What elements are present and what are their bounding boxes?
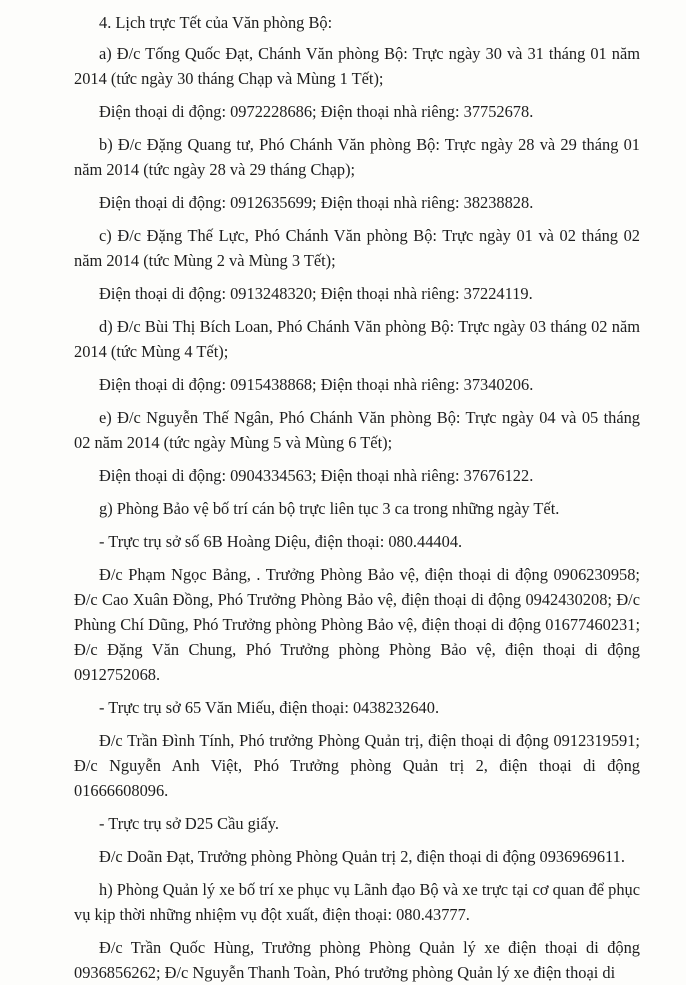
paragraph-b-phone: Điện thoại di động: 0912635699; Điện thoại nhà riêng: 38238828. [99,193,534,212]
paragraph-e-duty: e) Đ/c Nguyễn Thế Ngân, Phó Chánh Văn phòng Bộ: Trực ngày 04 và 05 tháng 02 năm 2014 (tức ngày Mùng 5 và Mùng 6 Tết); [74,408,640,452]
paragraph-cau-giay-contacts: Đ/c Doãn Đạt, Trưởng phòng Phòng Quản trị 2, điện thoại di động 0936969611. [99,847,625,866]
paragraph-van-mieu-contacts: Đ/c Trần Đình Tính, Phó trưởng Phòng Quản trị, điện thoại di động 0912319591; Đ/c Nguyễn Anh Việt, Phó Trưởng phòng Quản trị 2, điện thoại di động 01666608096. [74,731,640,800]
paragraph-h-vehicles: h) Phòng Quản lý xe bố trí xe phục vụ Lãnh đạo Bộ và xe trực tại cơ quan để phục vụ kịp thời những nhiệm vụ đột xuất, điện thoại: 080.43777. [74,880,641,924]
paragraph-d-duty: d) Đ/c Bùi Thị Bích Loan, Phó Chánh Văn phòng Bộ: Trực ngày 03 tháng 02 năm 2014 (tức Mùng 4 Tết); [74,317,640,361]
paragraph-a-phone: Điện thoại di động: 0972228686; Điện thoại nhà riêng: 37752678. [99,102,534,121]
paragraph-c-phone: Điện thoại di động: 0913248320; Điện thoại nhà riêng: 37224119. [99,284,533,303]
paragraph-b-duty: b) Đ/c Đặng Quang tư, Phó Chánh Văn phòng Bộ: Trực ngày 28 và 29 tháng 01 năm 2014 (tức ngày 28 và 29 tháng Chạp); [74,135,640,179]
paragraph-c-duty: c) Đ/c Đặng Thế Lực, Phó Chánh Văn phòng Bộ: Trực ngày 01 và 02 tháng 02 năm 2014 (tức Mùng 2 và Mùng 3 Tết); [74,226,640,270]
paragraph-security-contacts: Đ/c Phạm Ngọc Bảng, . Trưởng Phòng Bảo vệ, điện thoại di động 0906230958; Đ/c Cao Xuân Đồng, Phó Trưởng Phòng Bảo vệ, điện thoại di động 0942430208; Đ/c Phùng Chí Dũng, Phó Trưởng phòng Phòng Bảo vệ, điện thoại di động 01677460231; Đ/c Đặng Văn Chung, Phó Trưởng phòng Phòng Bảo vệ, điện thoại di động 0912752068. [74,565,640,684]
section-heading: 4. Lịch trực Tết của Văn phòng Bộ: [99,13,333,32]
paragraph-van-mieu-site: - Trực trụ sở 65 Văn Miếu, điện thoại: 0438232640. [99,698,440,717]
paragraph-e-phone: Điện thoại di động: 0904334563; Điện thoại nhà riêng: 37676122. [99,466,534,485]
paragraph-hoang-dieu-site: - Trực trụ sở số 6B Hoàng Diệu, điện thoại: 080.44404. [99,532,463,551]
paragraph-d-phone: Điện thoại di động: 0915438868; Điện thoại nhà riêng: 37340206. [99,375,534,394]
paragraph-cau-giay-site: - Trực trụ sở D25 Cầu giấy. [99,814,279,833]
paragraph-g-security: g) Phòng Bảo vệ bố trí cán bộ trực liên tục 3 ca trong những ngày Tết. [99,499,560,518]
paragraph-vehicle-contacts: Đ/c Trần Quốc Hùng, Trưởng phòng Phòng Quản lý xe điện thoại di động 0936856262; Đ/c Nguyễn Thanh Toàn, Phó trưởng phòng Quản lý xe điện thoại di [74,938,640,982]
paragraph-a-duty: a) Đ/c Tống Quốc Đạt, Chánh Văn phòng Bộ: Trực ngày 30 và 31 tháng 01 năm 2014 (tức ngày 30 tháng Chạp và Mùng 1 Tết); [74,44,640,88]
